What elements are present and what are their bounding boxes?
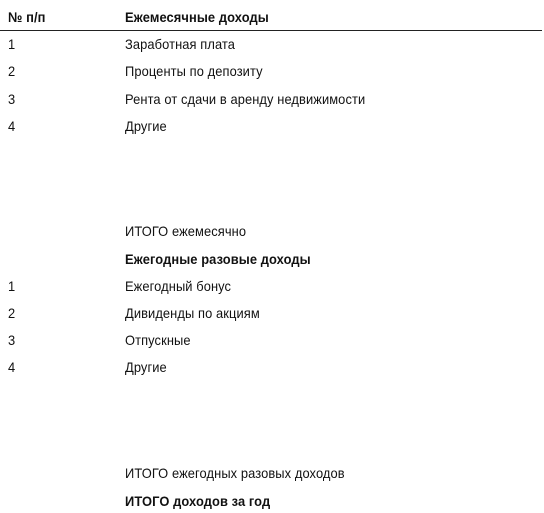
row-number: 1 (8, 36, 16, 52)
row-item-dividends: Дивиденды по акциям (125, 305, 260, 321)
row-number: 3 (8, 91, 16, 107)
row-item-vacation-pay: Отпускные (125, 332, 191, 348)
row-number: 1 (8, 278, 16, 294)
header-divider (0, 30, 542, 31)
yearly-income-heading: Ежегодные разовые доходы (125, 251, 311, 267)
header-monthly-income-label: Ежемесячные доходы (125, 9, 269, 25)
row-number: 2 (8, 305, 16, 321)
row-item-salary: Заработная плата (125, 36, 236, 52)
row-number: 4 (8, 118, 16, 134)
grand-total-label: ИТОГО доходов за год (125, 493, 271, 509)
row-item-rent: Рента от сдачи в аренду недвижимости (125, 91, 366, 107)
monthly-total-label: ИТОГО ежемесячно (125, 223, 247, 239)
row-item-other-monthly: Другие (125, 118, 167, 134)
row-item-annual-bonus: Ежегодный бонус (125, 278, 232, 294)
row-item-other-yearly: Другие (125, 359, 167, 375)
row-number: 2 (8, 63, 16, 79)
row-item-deposit-interest: Проценты по депозиту (125, 63, 263, 79)
row-number: 3 (8, 332, 16, 348)
row-number: 4 (8, 359, 16, 375)
yearly-total-label: ИТОГО ежегодных разовых доходов (125, 465, 345, 481)
header-number-label: № п/п (8, 9, 46, 25)
